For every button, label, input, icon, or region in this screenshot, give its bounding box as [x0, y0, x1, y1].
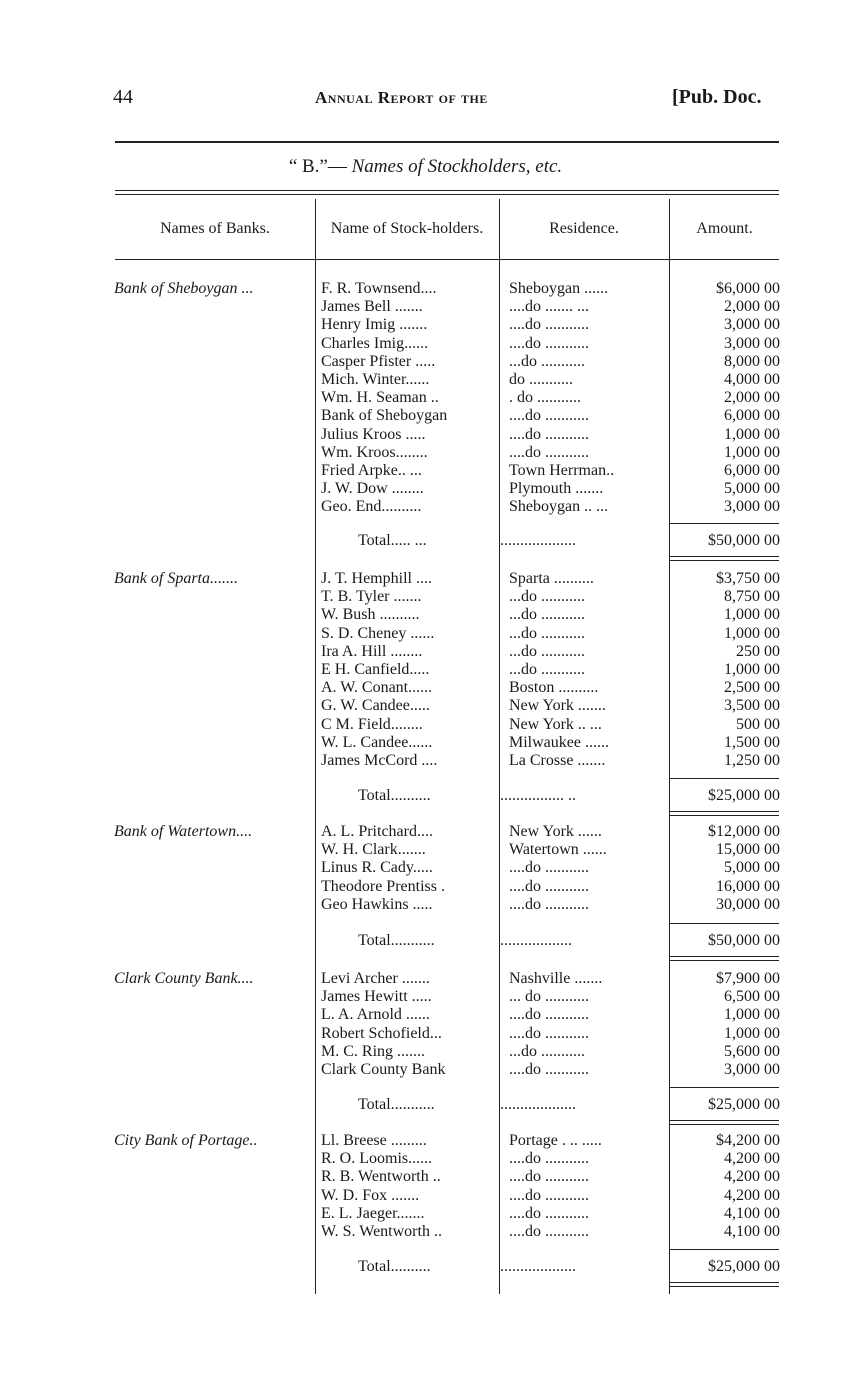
stockholder-name: J. T. Hemphill ....	[321, 570, 432, 587]
stockholder-name: W. H. Clark.......	[321, 841, 426, 859]
residence: ....do ....... ...	[509, 298, 589, 316]
stockholder-name: Mich. Winter......	[321, 371, 430, 388]
amount: 3,500 00	[724, 697, 780, 715]
residence: ....do ...........	[509, 334, 589, 352]
residence: Portage . .. .....	[509, 1132, 602, 1149]
residence: ....do ...........	[509, 877, 589, 895]
stockholder-name: F. R. Townsend....	[321, 280, 437, 297]
total-rule	[669, 1249, 779, 1250]
residence: La Crosse .......	[509, 752, 606, 769]
residence: ....do ...........	[509, 1186, 589, 1204]
amount: $7,900 00	[716, 970, 780, 987]
residence: ....do ...........	[509, 1168, 589, 1186]
stockholder-name: Ll. Breese .........	[321, 1132, 427, 1149]
residence: ...do ...........	[509, 642, 585, 660]
residence: ...do ...........	[509, 606, 585, 624]
total-amount: $50,000 00	[708, 532, 780, 549]
stockholder-name: R. O. Loomis......	[321, 1150, 433, 1168]
header-residence: Residence.	[549, 220, 619, 237]
total-residence: ...................	[500, 1096, 576, 1113]
amount: $6,000 00	[716, 280, 780, 297]
page-number: 44	[113, 86, 133, 108]
stockholder-name: Charles Imig......	[321, 334, 429, 352]
stockholder-name: W. Bush ..........	[321, 606, 420, 624]
residence: Sparta ..........	[509, 570, 594, 587]
amount: 1,000 00	[724, 624, 780, 642]
caption-prefix: “ B.”—	[288, 156, 347, 177]
amount: 4,200 00	[724, 1168, 780, 1186]
stockholder-name: Fried Arpke.. ...	[321, 462, 422, 479]
total-residence: ...................	[500, 1258, 576, 1275]
stockholder-name: Linus R. Cady.....	[321, 859, 433, 877]
stockholder-name: L. A. Arnold ......	[321, 1006, 430, 1024]
total-amount: $25,000 00	[708, 1096, 780, 1113]
column-divider	[499, 199, 500, 1294]
total-double-rule	[669, 956, 779, 961]
residence: ....do ...........	[509, 1024, 589, 1042]
amount: 6,500 00	[724, 988, 780, 1006]
total-label: Total..........	[358, 787, 431, 804]
residence: . do ...........	[509, 389, 581, 407]
stockholder-name: A. W. Conant......	[321, 679, 433, 697]
stockholder-name: Levi Archer .......	[321, 970, 430, 987]
caption-title: Names of Stockholders, etc.	[351, 156, 563, 177]
amount: 15,000 00	[716, 841, 780, 859]
residence: Boston ..........	[509, 679, 599, 697]
amount: 1,000 00	[724, 606, 780, 624]
stockholder-name: Casper Pfister .....	[321, 352, 436, 370]
stockholder-name: G. W. Candee.....	[321, 697, 430, 715]
header-bank: Names of Banks.	[160, 220, 270, 237]
residence: do ...........	[509, 371, 573, 388]
amount: 500 00	[736, 715, 780, 733]
amount: 8,000 00	[724, 352, 780, 370]
residence: Nashville .......	[509, 970, 603, 987]
residence: ...do ...........	[509, 624, 585, 642]
residence: ....do ...........	[509, 895, 589, 913]
amount: 1,000 00	[724, 661, 780, 678]
amount: 3,000 00	[724, 316, 780, 334]
amount: 6,000 00	[724, 462, 780, 479]
total-label: Total..........	[358, 1258, 431, 1275]
amount: 250 00	[736, 642, 780, 660]
stockholder-name: Julius Kroos .....	[321, 425, 426, 443]
residence: ....do ...........	[509, 316, 589, 334]
stockholder-name: W. S. Wentworth ..	[321, 1223, 442, 1240]
stockholder-name: Clark County Bank	[321, 1061, 446, 1078]
stockholder-name: Bank of Sheboygan	[321, 407, 448, 425]
total-label: Total...........	[358, 932, 435, 949]
residence: Milwaukee ......	[509, 733, 609, 751]
stockholder-name: A. L. Pritchard....	[321, 823, 433, 840]
residence: New York .......	[509, 697, 606, 715]
amount: 1,000 00	[724, 425, 780, 443]
stockholder-name: James Hewitt .....	[321, 988, 432, 1006]
total-rule	[669, 523, 779, 524]
bank-name: City Bank of Portage..	[114, 1132, 258, 1149]
residence: Sheboygan .. ...	[509, 498, 609, 516]
amount: 1,000 00	[724, 1006, 780, 1024]
header-rule	[115, 259, 779, 260]
amount: 4,100 00	[724, 1204, 780, 1222]
amount: 2,000 00	[724, 298, 780, 316]
stockholder-name: Wm. H. Seaman ..	[321, 389, 439, 407]
residence: ....do ...........	[509, 1204, 589, 1222]
stockholder-name: W. D. Fox .......	[321, 1186, 420, 1204]
amount: $3,750 00	[716, 570, 780, 587]
residence: ... do ...........	[509, 988, 589, 1006]
stockholder-name: Theodore Prentiss .	[321, 877, 445, 895]
total-amount: $25,000 00	[708, 787, 780, 804]
residence: ...do ...........	[509, 1042, 585, 1060]
residence: Watertown ......	[509, 841, 607, 859]
residence: New York ......	[509, 823, 602, 840]
stockholder-name: Wm. Kroos........	[321, 443, 428, 461]
stockholder-name: C M. Field........	[321, 715, 423, 733]
table-caption	[0, 156, 851, 178]
amount: 1,000 00	[724, 1024, 780, 1042]
residence: New York .. ...	[509, 715, 602, 733]
residence: ...do ...........	[509, 661, 585, 678]
total-rule	[669, 923, 779, 924]
caption-rule	[115, 190, 779, 195]
residence: ....do ...........	[509, 425, 589, 443]
total-residence: ...................	[500, 532, 576, 549]
total-amount: $25,000 00	[708, 1258, 780, 1275]
bank-name: Bank of Sparta.......	[114, 570, 238, 587]
total-residence: ................ ..	[500, 787, 576, 804]
residence: Plymouth .......	[509, 480, 604, 498]
top-rule	[115, 141, 779, 143]
amount: 1,000 00	[724, 443, 780, 461]
amount: 4,100 00	[724, 1223, 780, 1240]
residence: ....do ...........	[509, 1061, 589, 1078]
header-amount: Amount.	[696, 220, 753, 237]
total-residence: ..................	[500, 932, 572, 949]
amount: 16,000 00	[716, 877, 780, 895]
bank-name: Bank of Sheboygan ...	[114, 280, 254, 297]
total-amount: $50,000 00	[708, 932, 780, 949]
stockholder-name: J. W. Dow ........	[321, 480, 424, 498]
amount: 3,000 00	[724, 1061, 780, 1078]
stockholder-name: M. C. Ring .......	[321, 1042, 426, 1060]
amount: 3,000 00	[724, 498, 780, 516]
total-double-rule	[669, 811, 779, 816]
total-double-rule	[669, 1282, 779, 1287]
stockholder-name: W. L. Candee......	[321, 733, 433, 751]
amount: $12,000 00	[708, 823, 780, 840]
stockholder-name: E. L. Jaeger.......	[321, 1204, 425, 1222]
document-type: [Pub. Doc.	[672, 86, 762, 108]
stockholder-name: James McCord ....	[321, 752, 438, 769]
stockholder-name: Robert Schofield...	[321, 1024, 442, 1042]
running-title: Annual Report of the	[315, 88, 488, 107]
residence: ...do ...........	[509, 588, 585, 606]
amount: 5,600 00	[724, 1042, 780, 1060]
amount: 8,750 00	[724, 588, 780, 606]
amount: 6,000 00	[724, 407, 780, 425]
stockholder-name: Geo Hawkins .....	[321, 895, 433, 913]
bank-name: Clark County Bank....	[114, 970, 254, 987]
total-label: Total...........	[358, 1096, 435, 1113]
total-double-rule	[669, 1120, 779, 1125]
stockholder-name: Geo. End..........	[321, 498, 422, 516]
amount: 4,200 00	[724, 1186, 780, 1204]
amount: $4,200 00	[716, 1132, 780, 1149]
amount: 2,000 00	[724, 389, 780, 407]
residence: ...do ...........	[509, 352, 585, 370]
amount: 30,000 00	[716, 895, 780, 913]
residence: Town Herrman..	[509, 462, 615, 479]
stockholder-name: R. B. Wentworth ..	[321, 1168, 441, 1186]
bank-name: Bank of Watertown....	[114, 823, 253, 840]
stockholder-name: Henry Imig .......	[321, 316, 428, 334]
residence: Sheboygan ......	[509, 280, 609, 297]
amount: 5,000 00	[724, 480, 780, 498]
total-rule	[669, 778, 779, 779]
residence: ....do ...........	[509, 1150, 589, 1168]
residence: ....do ...........	[509, 859, 589, 877]
residence: ....do ...........	[509, 1223, 589, 1240]
total-label: Total..... ...	[358, 532, 427, 549]
stockholder-name: T. B. Tyler .......	[321, 588, 422, 606]
column-divider	[315, 199, 316, 1294]
amount: 3,000 00	[724, 334, 780, 352]
stockholder-name: Ira A. Hill ........	[321, 642, 423, 660]
stockholder-name: S. D. Cheney ......	[321, 624, 435, 642]
stockholder-name: E H. Canfield.....	[321, 661, 430, 678]
amount: 4,200 00	[724, 1150, 780, 1168]
amount: 5,000 00	[724, 859, 780, 877]
amount: 1,500 00	[724, 733, 780, 751]
residence: ....do ...........	[509, 407, 589, 425]
total-rule	[669, 1087, 779, 1088]
residence: ....do ...........	[509, 1006, 589, 1024]
header-stockholder: Name of Stock-holders.	[330, 220, 484, 237]
total-double-rule	[669, 556, 779, 561]
amount: 4,000 00	[724, 371, 780, 388]
residence: ....do ...........	[509, 443, 589, 461]
amount: 2,500 00	[724, 679, 780, 697]
amount: 1,250 00	[724, 752, 780, 769]
stockholder-name: James Bell .......	[321, 298, 423, 316]
